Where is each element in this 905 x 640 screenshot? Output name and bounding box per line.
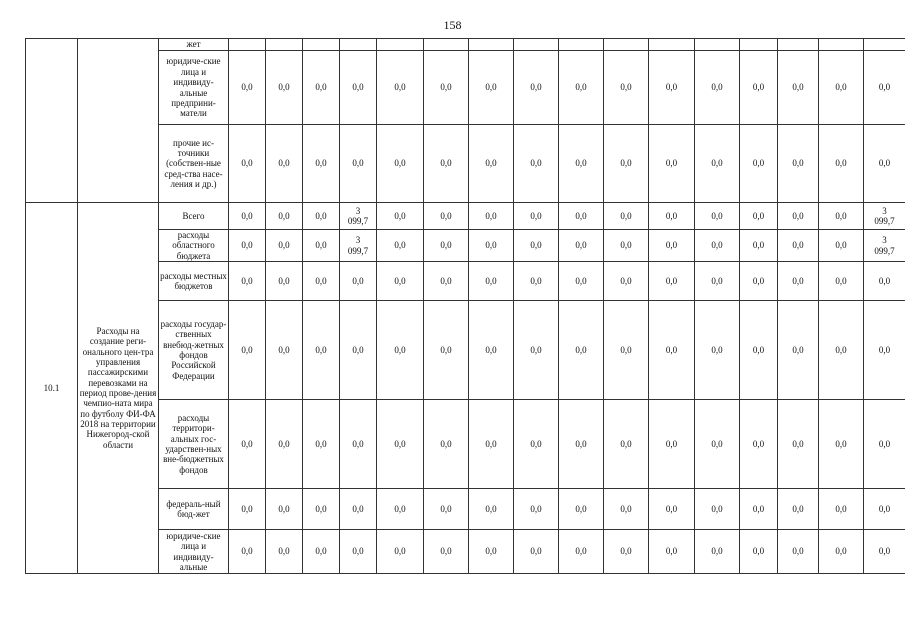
value-cell: 0,0 bbox=[695, 489, 740, 530]
value-cell: 0,0 bbox=[604, 301, 649, 400]
value-cell: 0,0 bbox=[864, 489, 905, 530]
value-cell: 0,0 bbox=[377, 301, 424, 400]
value-cell: 0,0 bbox=[340, 489, 377, 530]
value-cell: 0,0 bbox=[514, 125, 559, 203]
value-cell: 0,0 bbox=[514, 203, 559, 230]
value-cell: 0,0 bbox=[819, 400, 864, 489]
value-cell: 0,0 bbox=[864, 125, 905, 203]
funding-source-cell: юридиче-ские лица и индивиду-альные bbox=[159, 530, 229, 574]
value-cell: 0,0 bbox=[514, 400, 559, 489]
value-cell: 0,0 bbox=[604, 51, 649, 125]
funding-source-cell: расходы территори-альных гос-ударствен-ных вне-бюджетных фондов bbox=[159, 400, 229, 489]
value-cell: 0,0 bbox=[229, 230, 266, 262]
value-cell: 0,0 bbox=[303, 51, 340, 125]
value-cell: 0,0 bbox=[469, 489, 514, 530]
value-cell: 3 099,7 bbox=[340, 203, 377, 230]
value-cell bbox=[559, 39, 604, 51]
value-cell: 0,0 bbox=[514, 530, 559, 574]
value-cell: 0,0 bbox=[377, 262, 424, 301]
value-cell: 0,0 bbox=[559, 203, 604, 230]
value-cell: 0,0 bbox=[695, 51, 740, 125]
table-row bbox=[26, 39, 905, 51]
value-cell: 0,0 bbox=[604, 262, 649, 301]
value-cell: 0,0 bbox=[695, 400, 740, 489]
value-cell: 0,0 bbox=[778, 301, 819, 400]
value-cell bbox=[303, 39, 340, 51]
value-cell: 0,0 bbox=[469, 51, 514, 125]
value-cell bbox=[740, 39, 778, 51]
value-cell: 0,0 bbox=[340, 51, 377, 125]
value-cell: 0,0 bbox=[424, 230, 469, 262]
value-cell: 0,0 bbox=[695, 230, 740, 262]
value-cell: 0,0 bbox=[649, 262, 695, 301]
description-cell bbox=[78, 39, 159, 203]
value-cell: 0,0 bbox=[303, 230, 340, 262]
value-cell: 0,0 bbox=[604, 125, 649, 203]
value-cell: 0,0 bbox=[229, 125, 266, 203]
value-cell: 0,0 bbox=[559, 125, 604, 203]
value-cell: 0,0 bbox=[424, 125, 469, 203]
value-cell bbox=[514, 39, 559, 51]
value-cell: 0,0 bbox=[864, 51, 905, 125]
value-cell: 0,0 bbox=[377, 489, 424, 530]
value-cell: 0,0 bbox=[778, 530, 819, 574]
value-cell: 0,0 bbox=[514, 301, 559, 400]
value-cell bbox=[266, 39, 303, 51]
value-cell: 0,0 bbox=[559, 230, 604, 262]
value-cell: 0,0 bbox=[377, 530, 424, 574]
value-cell: 0,0 bbox=[819, 301, 864, 400]
value-cell: 0,0 bbox=[649, 400, 695, 489]
value-cell: 0,0 bbox=[229, 301, 266, 400]
value-cell: 0,0 bbox=[303, 301, 340, 400]
value-cell: 0,0 bbox=[649, 301, 695, 400]
value-cell: 0,0 bbox=[303, 400, 340, 489]
value-cell bbox=[864, 39, 905, 51]
row-number-cell: 10.1 bbox=[26, 203, 78, 574]
value-cell: 0,0 bbox=[469, 530, 514, 574]
value-cell: 0,0 bbox=[649, 530, 695, 574]
funding-source-cell: расходы местных бюджетов bbox=[159, 262, 229, 301]
value-cell: 0,0 bbox=[469, 301, 514, 400]
value-cell: 0,0 bbox=[514, 51, 559, 125]
value-cell: 0,0 bbox=[740, 125, 778, 203]
value-cell: 0,0 bbox=[303, 489, 340, 530]
funding-source-cell: жет bbox=[159, 39, 229, 51]
value-cell: 0,0 bbox=[778, 489, 819, 530]
page-number: 158 bbox=[443, 18, 462, 32]
value-cell bbox=[649, 39, 695, 51]
value-cell: 0,0 bbox=[778, 230, 819, 262]
value-cell: 0,0 bbox=[740, 51, 778, 125]
value-cell: 0,0 bbox=[740, 301, 778, 400]
value-cell: 0,0 bbox=[340, 400, 377, 489]
value-cell: 0,0 bbox=[864, 301, 905, 400]
funding-source-cell: федераль-ный бюд-жет bbox=[159, 489, 229, 530]
budget-table-body bbox=[26, 39, 905, 574]
value-cell: 0,0 bbox=[424, 530, 469, 574]
funding-source-cell: расходы областного бюджета bbox=[159, 230, 229, 262]
value-cell: 0,0 bbox=[266, 301, 303, 400]
funding-source-cell: юридиче-ские лица и индивиду-альные предприни-матели bbox=[159, 51, 229, 125]
value-cell: 0,0 bbox=[340, 530, 377, 574]
value-cell: 0,0 bbox=[229, 203, 266, 230]
value-cell: 0,0 bbox=[424, 489, 469, 530]
value-cell: 0,0 bbox=[266, 51, 303, 125]
table-row bbox=[26, 203, 905, 230]
value-cell: 0,0 bbox=[340, 125, 377, 203]
value-cell: 0,0 bbox=[819, 230, 864, 262]
description-cell: Расходы на создание реги-онального цен-тра управления пассажирскими перевозками на период прове-дения чемпио-ната мира по футболу ФИ-ФА 2018 на территории Нижегород-ской области bbox=[78, 203, 159, 574]
value-cell bbox=[819, 39, 864, 51]
value-cell: 0,0 bbox=[514, 489, 559, 530]
funding-source-cell: расходы государ-ственных внебюд-жетных фондов Российской Федерации bbox=[159, 301, 229, 400]
funding-source-cell: Всего bbox=[159, 203, 229, 230]
value-cell: 0,0 bbox=[740, 489, 778, 530]
value-cell: 0,0 bbox=[695, 125, 740, 203]
value-cell: 0,0 bbox=[559, 530, 604, 574]
value-cell: 0,0 bbox=[864, 262, 905, 301]
value-cell: 0,0 bbox=[340, 301, 377, 400]
value-cell: 0,0 bbox=[740, 262, 778, 301]
value-cell: 0,0 bbox=[266, 489, 303, 530]
value-cell bbox=[469, 39, 514, 51]
value-cell: 0,0 bbox=[266, 230, 303, 262]
value-cell: 0,0 bbox=[266, 203, 303, 230]
value-cell: 0,0 bbox=[377, 230, 424, 262]
value-cell: 3 099,7 bbox=[340, 230, 377, 262]
value-cell: 0,0 bbox=[740, 230, 778, 262]
value-cell: 0,0 bbox=[424, 400, 469, 489]
value-cell: 0,0 bbox=[819, 51, 864, 125]
value-cell: 0,0 bbox=[559, 400, 604, 489]
value-cell bbox=[778, 39, 819, 51]
value-cell: 0,0 bbox=[604, 230, 649, 262]
value-cell: 0,0 bbox=[266, 530, 303, 574]
value-cell: 0,0 bbox=[740, 400, 778, 489]
value-cell: 0,0 bbox=[340, 262, 377, 301]
value-cell: 0,0 bbox=[559, 51, 604, 125]
value-cell: 0,0 bbox=[514, 262, 559, 301]
value-cell: 3 099,7 bbox=[864, 230, 905, 262]
value-cell: 0,0 bbox=[303, 262, 340, 301]
value-cell: 0,0 bbox=[377, 125, 424, 203]
budget-table bbox=[25, 38, 905, 574]
value-cell: 0,0 bbox=[649, 125, 695, 203]
value-cell bbox=[695, 39, 740, 51]
value-cell: 0,0 bbox=[819, 203, 864, 230]
value-cell: 0,0 bbox=[303, 203, 340, 230]
value-cell: 0,0 bbox=[819, 530, 864, 574]
value-cell: 0,0 bbox=[377, 51, 424, 125]
value-cell: 0,0 bbox=[229, 530, 266, 574]
value-cell: 0,0 bbox=[229, 51, 266, 125]
value-cell: 0,0 bbox=[424, 203, 469, 230]
value-cell: 0,0 bbox=[377, 400, 424, 489]
value-cell: 0,0 bbox=[778, 203, 819, 230]
value-cell: 0,0 bbox=[604, 530, 649, 574]
value-cell: 0,0 bbox=[864, 400, 905, 489]
value-cell bbox=[229, 39, 266, 51]
value-cell: 0,0 bbox=[819, 489, 864, 530]
value-cell: 0,0 bbox=[266, 125, 303, 203]
value-cell: 0,0 bbox=[514, 230, 559, 262]
value-cell: 0,0 bbox=[649, 230, 695, 262]
value-cell: 0,0 bbox=[303, 125, 340, 203]
value-cell: 0,0 bbox=[303, 530, 340, 574]
value-cell: 0,0 bbox=[229, 489, 266, 530]
value-cell: 0,0 bbox=[649, 51, 695, 125]
value-cell: 0,0 bbox=[266, 400, 303, 489]
value-cell: 0,0 bbox=[778, 51, 819, 125]
value-cell: 0,0 bbox=[649, 489, 695, 530]
value-cell: 0,0 bbox=[695, 530, 740, 574]
value-cell: 0,0 bbox=[559, 301, 604, 400]
value-cell: 3 099,7 bbox=[864, 203, 905, 230]
value-cell: 0,0 bbox=[424, 301, 469, 400]
value-cell: 0,0 bbox=[604, 400, 649, 489]
value-cell: 0,0 bbox=[266, 262, 303, 301]
value-cell: 0,0 bbox=[649, 203, 695, 230]
value-cell bbox=[424, 39, 469, 51]
value-cell: 0,0 bbox=[377, 203, 424, 230]
value-cell: 0,0 bbox=[695, 203, 740, 230]
value-cell: 0,0 bbox=[469, 262, 514, 301]
value-cell: 0,0 bbox=[695, 262, 740, 301]
value-cell: 0,0 bbox=[864, 530, 905, 574]
value-cell: 0,0 bbox=[604, 203, 649, 230]
value-cell: 0,0 bbox=[740, 203, 778, 230]
value-cell: 0,0 bbox=[424, 51, 469, 125]
value-cell: 0,0 bbox=[695, 301, 740, 400]
value-cell: 0,0 bbox=[740, 530, 778, 574]
funding-source-cell: прочие ис-точники (собствен-ные сред-ства насе-ления и др.) bbox=[159, 125, 229, 203]
value-cell: 0,0 bbox=[229, 400, 266, 489]
value-cell: 0,0 bbox=[469, 230, 514, 262]
value-cell: 0,0 bbox=[229, 262, 266, 301]
value-cell: 0,0 bbox=[469, 203, 514, 230]
value-cell: 0,0 bbox=[604, 489, 649, 530]
value-cell: 0,0 bbox=[424, 262, 469, 301]
value-cell bbox=[340, 39, 377, 51]
value-cell: 0,0 bbox=[819, 262, 864, 301]
value-cell: 0,0 bbox=[819, 125, 864, 203]
value-cell: 0,0 bbox=[778, 400, 819, 489]
value-cell: 0,0 bbox=[559, 489, 604, 530]
value-cell: 0,0 bbox=[469, 125, 514, 203]
value-cell: 0,0 bbox=[778, 262, 819, 301]
value-cell bbox=[377, 39, 424, 51]
value-cell bbox=[604, 39, 649, 51]
value-cell: 0,0 bbox=[469, 400, 514, 489]
value-cell: 0,0 bbox=[778, 125, 819, 203]
row-number-cell bbox=[26, 39, 78, 203]
value-cell: 0,0 bbox=[559, 262, 604, 301]
